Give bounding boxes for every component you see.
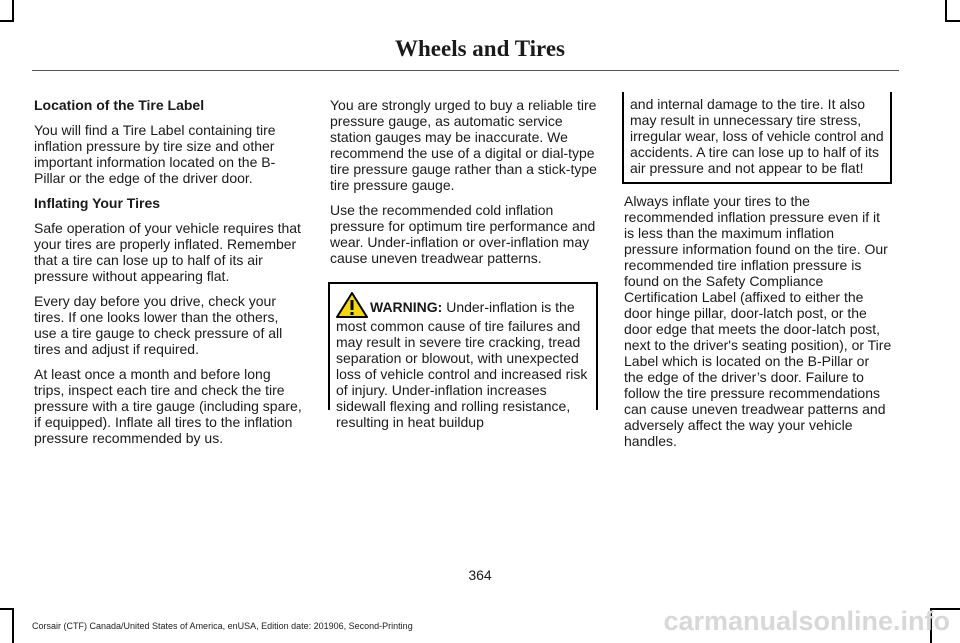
warning-box-continued (622, 92, 892, 184)
paragraph: Use the recommended cold inflation pressure for optimum tire performance and wear. Under-inflation or over-inflation may cause uneven treadwear patterns. (330, 202, 596, 266)
page-number: 364 (468, 567, 492, 583)
page-title: Wheels and Tires (395, 36, 565, 61)
paragraph: At least once a month and before long trips, inspect each tire and check the tire pressure with a tire gauge (including spare, if equipped). Inflate all tires to the inflation pressure recommended by us. (34, 366, 302, 446)
paragraph: You are strongly urged to buy a reliable tire pressure gauge, as automatic service station gauges may be inaccurate. We recommend the use of a digital or dial-type tire pressure gauge rather than a stick-type tire pressure gauge. (330, 97, 597, 193)
watermark: carmanualsonline.info (663, 606, 950, 636)
column-2 (330, 97, 598, 430)
header-divider (32, 70, 899, 71)
paragraph: Always inflate your tires to the recommended inflation pressure even if it is less than the maximum inflation pressure information found on the tire. Our recommended tire inflation pressure is found on the Safety Compliance Certification Label (affixed to either the door hinge pillar, door-latch post, or the door edge that meets the door-latch post, next to the driver's seating position), or Tire Label which is located on the B-Pillar or the edge of the driver’s door. Failure to follow the tire pressure recommendations can cause uneven treadwear patterns and adversely affect the way your vehicle handles. (624, 193, 892, 449)
warning-triangle-icon (336, 292, 368, 318)
warning-label: WARNING: (370, 299, 443, 315)
column-3 (624, 97, 892, 458)
section-heading-tire-label: Location of the Tire Label (34, 97, 205, 113)
crop-mark (12, 608, 14, 643)
warning-text-continued: and internal damage to the tire. It also may result in unnecessary tire stress, irregular wear, loss of vehicle control and accidents. A tire can lose up to half of its air pressure and not appear to be flat! (630, 96, 884, 176)
footer-edition: Corsair (CTF) Canada/United States of America, enUSA, Edition date: 201906, Second-Printing (32, 621, 413, 631)
paragraph: You will find a Tire Label containing tire inflation pressure by tire size and other important information located on the B-Pillar or the edge of the driver door. (34, 122, 276, 186)
warning-text: Under-inflation is the most common cause of tire failures and may result in severe tire cracking, tread separation or blowout, with unexpected loss of vehicle control and increased risk of injury. Under-inflation increases sidewall flexing and rolling resistance, resulting in heat buildup (336, 299, 588, 430)
warning-box (328, 282, 598, 430)
crop-mark (945, 20, 960, 22)
column-1 (34, 97, 302, 455)
paragraph: Safe operation of your vehicle requires that your tires are properly inflated. Remember that a tire can lose up to half of its air pressure without appearing flat. (34, 220, 301, 284)
section-heading-inflating: Inflating Your Tires (34, 195, 161, 211)
crop-mark (0, 608, 14, 610)
crop-mark (945, 0, 947, 22)
crop-mark (0, 20, 14, 22)
crop-mark (12, 0, 14, 22)
paragraph: Every day before you drive, check your tires. If one looks lower than the others, use a tire gauge to check pressure of all tires and adjust if required. (34, 293, 283, 357)
